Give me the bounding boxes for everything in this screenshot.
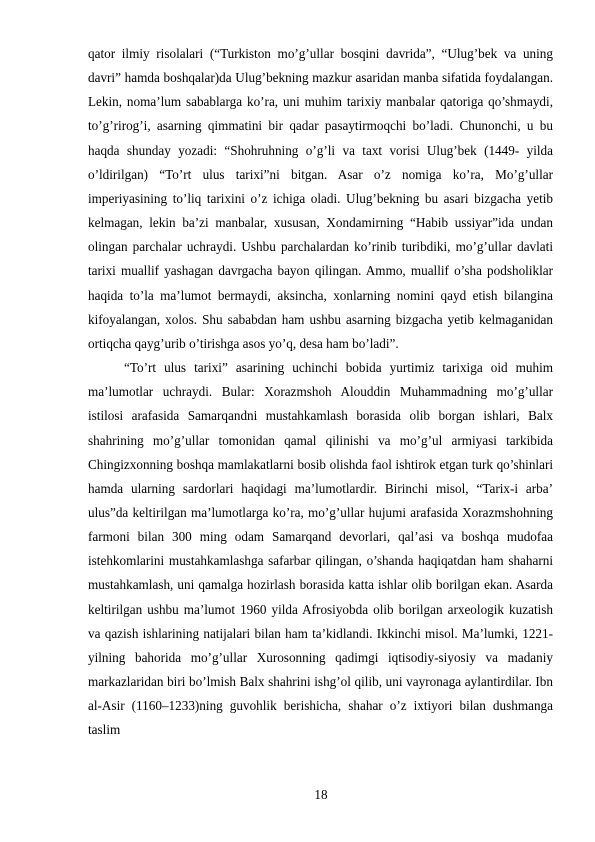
- body-text: [88, 42, 553, 743]
- paragraph-continued: qator ilmiy risolalari (“Turkiston mo’g’ullar bosqini davrida”, “Ulug’bek va uning davri” hamda boshqalar)da Ulug’bekning mazkur asaridan manba sifatida foydalangan. Lekin, noma’lum sabablarga ko’ra, uni muhim tarixiy manbalar qatoriga qo’shmaydi, to’g’rirog’i, asarning qimmatini bir qadar pasaytirmoqchi bo’ladi. Chunonchi, u bu haqda shunday yozadi: “Shohruhning o’g’li va taxt vorisi Ulug’bek (1449- yilda o’ldirilgan) “To’rt ulus tarixi”ni bitgan. Asar o’z nomiga ko’ra, Mo’g’ullar imperiyasining to’liq tarixini o’z ichiga oladi. Ulug’bekning bu asari bizgacha yetib kelmagan, lekin ba’zi manbalar, xususan, Xondamirning “Habib ussiyar”ida undan olingan parchalar uchraydi. Ushbu parchalardan ko’rinib turibdiki, mo’g’ullar davlati tarixi muallif yashagan davrgacha bayon qilingan. Ammo, muallif o’sha podsholiklar haqida to’la ma’lumot bermaydi, aksincha, xonlarning nomini qayd etish bilangina kifoyalangan, xolos. Shu sababdan ham ushbu asarning bizgacha yetib kelmaganidan ortiqcha qayg’urib o’tirishga asos yo’q, desa ham bo’ladi”.: [88, 46, 553, 351]
- paragraph: “To’rt ulus tarixi” asarining uchinchi bobida yurtimiz tarixiga oid muhim ma’lumotlar uchraydi. Bular: Xorazmshoh Alouddin Muhammadning mo’g’ullar istilosi arafasida Samarqandni mustahkamlash borasida olib borgan ishlari, Balx shahrining mo’g’ullar tomonidan qamal qilinishi va mo’g’ul armiyasi tarkibida Chingizxonning boshqa mamlakatlarni bosib olishda faol ishtirok etgan turk qo’shinlari hamda ularning sardorlari haqidagi ma’lumotlardir. Birinchi misol, “Tarix-i arba’ ulus”da keltirilgan ma’lumotlarga ko’ra, mo’g’ullar hujumi arafasida Xorazmshohning farmoni bilan 300 ming odam Samarqand devorlari, qal’asi va boshqa mudofaa istehkomlarini mustahkamlashga safarbar qilingan, o’shanda haqiqatdan ham shaharni mustahkamlash, uni qamalga hozirlash borasida katta ishlar olib borilgan ekan. Asarda keltirilgan ushbu ma’lumot 1960 yilda Afrosiyobda olib borilgan arxeologik kuzatish va qazish ishlarining natijalari bilan ham ta’kidlandi. Ikkinchi misol. Ma’lumki, 1221- yilning bahorida mo’g’ullar Xurosonning qadimgi iqtisodiy-siyosiy va madaniy markazlaridan biri bo’lmish Balx shahrini ishg’ol qilib, uni vayronaga aylantirdilar. Ibn al-Asir (1160–1233)ning guvohlik berishicha, shahar o’z ixtiyori bilan dushmanga taslim: [88, 360, 553, 738]
- page-number: 18: [314, 787, 328, 802]
